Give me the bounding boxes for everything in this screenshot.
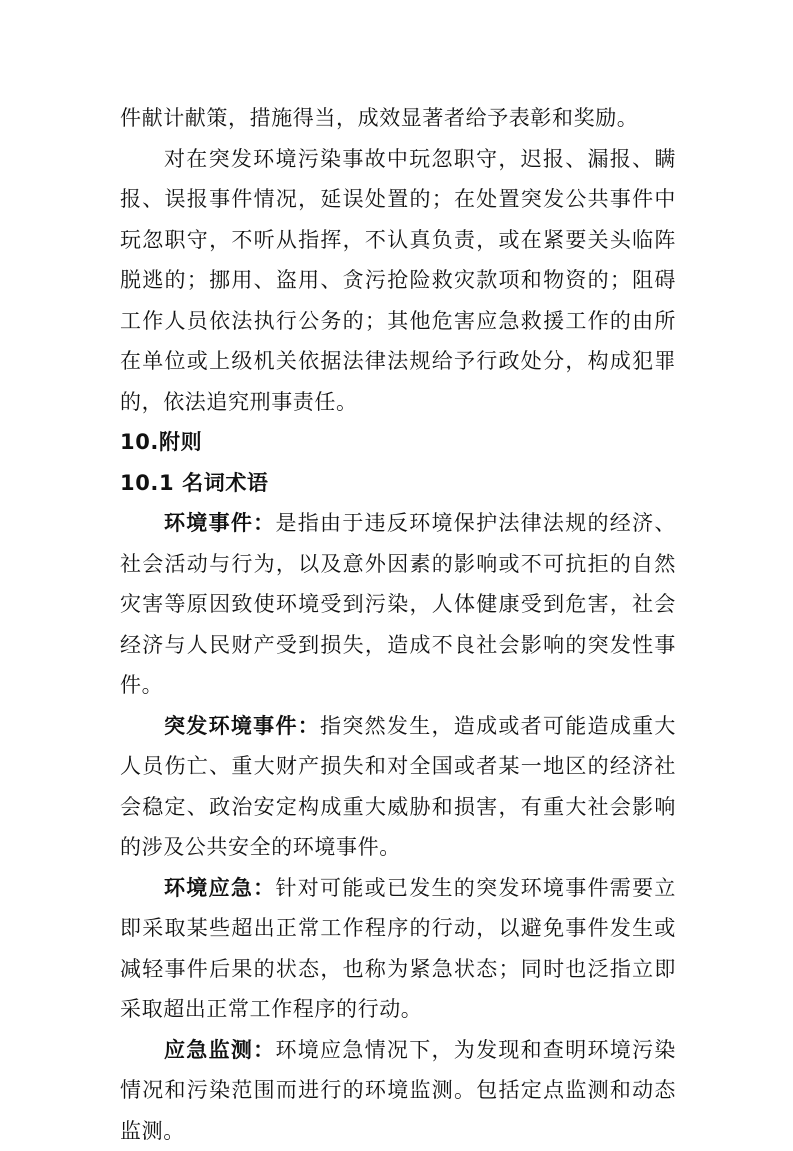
definition-emergency-monitoring (120, 1030, 676, 1151)
definition-text: 针对可能或已发生的突发环境事件需要立即采取某些超出正常工作程序的行动，以避免事件发生或减轻事件后果的状态，也称为紧急状态；同时也泛指立即采取超出正常工作程序的行动。 (120, 876, 676, 1022)
definition-term: 环境应急： (164, 876, 275, 900)
continuation-paragraph: 件献计献策，措施得当，成效显著者给予表彰和奖励。 (120, 98, 676, 139)
definition-term: 突发环境事件： (164, 714, 320, 738)
definition-text: 是指由于违反环境保护法律法规的经济、社会活动与行为，以及意外因素的影响或不可抗拒的自然灾害等原因致使环境受到污染，人体健康受到危害，社会经济与人民财产受到损失，造成不良社会影响的突发性事件。 (120, 511, 676, 697)
penalty-paragraph: 对在突发环境污染事故中玩忽职守，迟报、漏报、瞒报、误报事件情况，延误处置的；在处置突发公共事件中玩忽职守，不听从指挥，不认真负责，或在紧要关头临阵脱逃的；挪用、盗用、贪污抢险救灾款项和物资的；阻碍工作人员依法执行公务的；其他危害应急救援工作的由所在单位或上级机关依据法律法规给予行政处分，构成犯罪的，依法追究刑事责任。 (120, 139, 676, 423)
subsection-heading-terms: 10.1 名词术语 (120, 463, 676, 504)
definition-environmental-emergency (120, 868, 676, 1030)
definition-environmental-event (120, 503, 676, 706)
definition-term: 环境事件： (164, 511, 275, 535)
definition-text: 环境应急情况下，为发现和查明环境污染情况和污染范围而进行的环境监测。包括定点监测和动态监测。 (120, 1038, 676, 1143)
definition-sudden-environmental-event (120, 706, 676, 868)
section-heading-appendix: 10.附则 (120, 422, 676, 463)
definition-text: 指突然发生，造成或者可能造成重大人员伤亡、重大财产损失和对全国或者某一地区的经济社会稳定、政治安定构成重大威胁和损害，有重大社会影响的涉及公共安全的环境事件。 (120, 714, 676, 860)
document-body (120, 98, 676, 1151)
definition-term: 应急监测： (164, 1038, 275, 1062)
